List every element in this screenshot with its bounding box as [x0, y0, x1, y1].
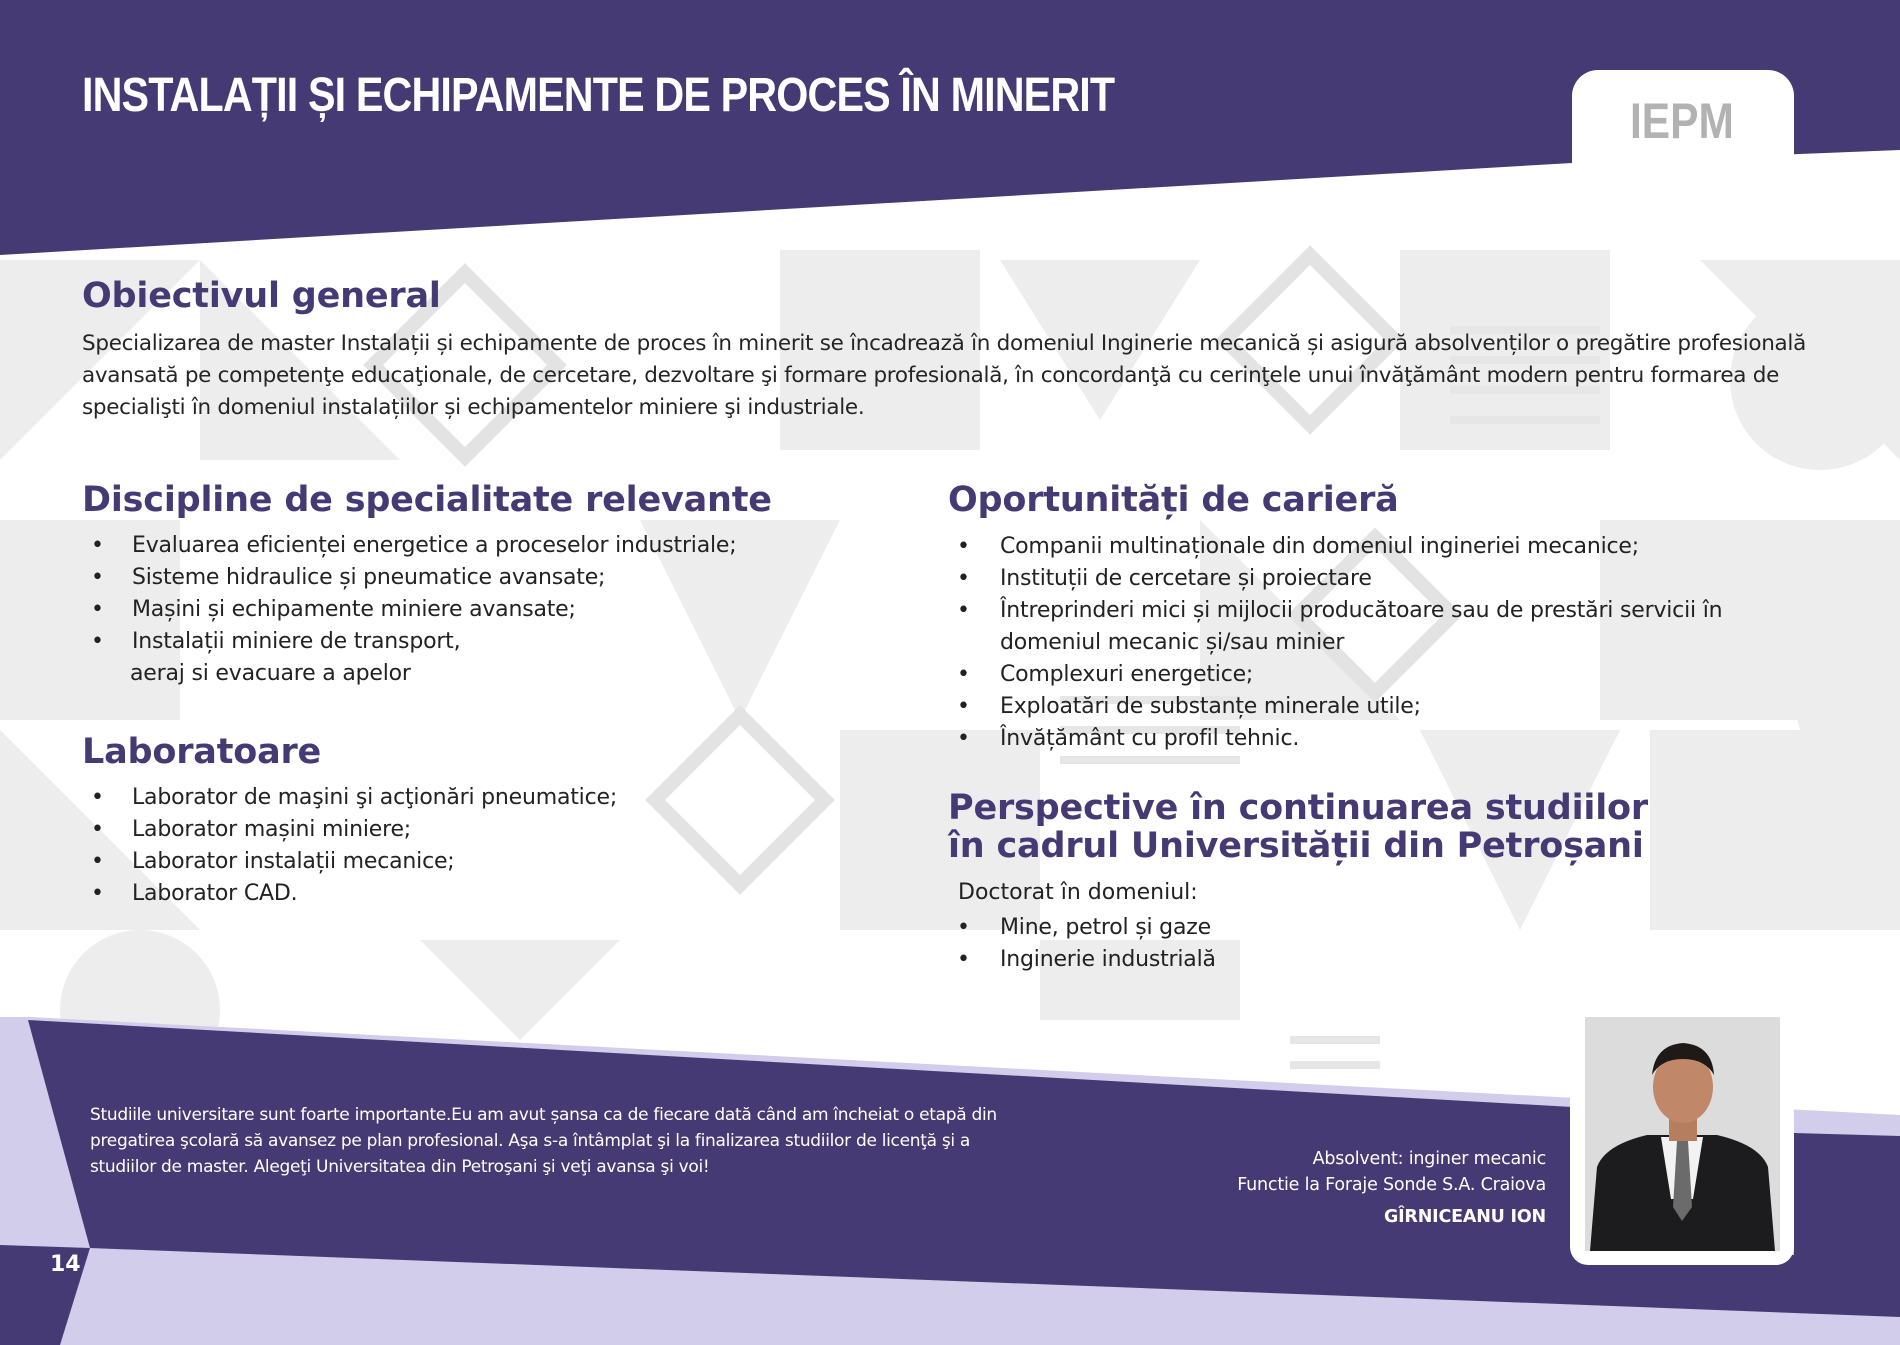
list-item: • Mașini și echipamente miniere avansate; [82, 594, 736, 626]
list-item: • Laborator CAD. [82, 878, 617, 910]
labs-heading: Laboratoare [82, 732, 322, 772]
list-item: • Evaluarea eficienței energetice a proceselor industriale; [82, 530, 736, 562]
perspectives-list [948, 912, 1216, 976]
graduate-job: Functie la Foraje Sonde S.A. Craiova [1237, 1175, 1546, 1195]
doctorate-intro: Doctorat în domeniul: [958, 880, 1198, 905]
labs-list [82, 782, 617, 910]
list-item: • Mine, petrol și gaze [948, 912, 1216, 944]
disciplines-list [82, 530, 736, 690]
list-item: • Companii multinaționale din domeniul ingineriei mecanice; [948, 531, 1722, 563]
list-item: • Laborator mașini miniere; [82, 814, 617, 846]
perspectives-heading [948, 789, 1648, 865]
disciplines-heading: Discipline de specialitate relevante [82, 480, 772, 520]
graduate-photo [1585, 1017, 1780, 1251]
list-item-continuation: aeraj si evacuare a apelor [130, 661, 411, 686]
career-list [948, 531, 1722, 755]
list-item-continuation: domeniul mecanic și/sau minier [1000, 630, 1345, 655]
objective-heading: Obiectivul general [82, 276, 441, 316]
perspectives-heading-line1: Perspective în continuarea studiilor [948, 788, 1648, 828]
career-heading: Oportunități de carieră [948, 480, 1399, 520]
graduate-name: GÎRNICEANU ION [1383, 1207, 1546, 1227]
list-item: • Laborator instalații mecanice; [82, 846, 617, 878]
list-item: • Instituții de cercetare și proiectare [948, 563, 1722, 595]
page-title: INSTALAȚII ȘI ECHIPAMENTE DE PROCES ÎN MINERIT [82, 69, 1115, 122]
list-item: • Inginerie industrială [948, 944, 1216, 976]
page-number: 14 [50, 1252, 81, 1277]
list-item: • Exploatări de substanțe minerale utile; [948, 691, 1722, 723]
graduate-role: Absolvent: inginer mecanic [1312, 1149, 1546, 1169]
list-item: • Instalații miniere de transport, [82, 626, 736, 658]
objective-text: Specializarea de master Instalații și echipamente de proces în minerit se încadrează în domeniul Inginerie mecanică și asigură absolvenților o pregătire profesională avansată pe competenţe educaţionale, de cercetare, dezvoltare şi formare profesională, în concordanţă cu cerinţele unui învăţământ modern pentru formarea de specialişti în domeniul instalațiilor și echipamentelor miniere şi industriale. [82, 331, 1806, 420]
list-item: • Învățământ cu profil tehnic. [948, 723, 1722, 755]
program-abbreviation: IEPM [1630, 93, 1734, 149]
graduate-info [1237, 1146, 1546, 1230]
list-item: • Întreprinderi mici și mijlocii producătoare sau de prestări servicii în [948, 595, 1722, 627]
list-item: • Sisteme hidraulice și pneumatice avansate; [82, 562, 736, 594]
list-item: • Complexuri energetice; [948, 659, 1722, 691]
list-item: • Laborator de maşini şi acţionări pneumatice; [82, 782, 617, 814]
perspectives-heading-line2: în cadrul Universității din Petroșani [948, 826, 1644, 866]
testimonial-quote: Studiile universitare sunt foarte importante.Eu am avut șansa ca de fiecare dată când am încheiat o etapă din pregatirea şcolară să avansez pe plan profesional. Aşa s-a întâmplat şi la finalizarea studiilor de licenţă şi a studiilor de master. Alegeţi Universitatea din Petroşani şi veţi avansa şi voi! [90, 1105, 997, 1177]
